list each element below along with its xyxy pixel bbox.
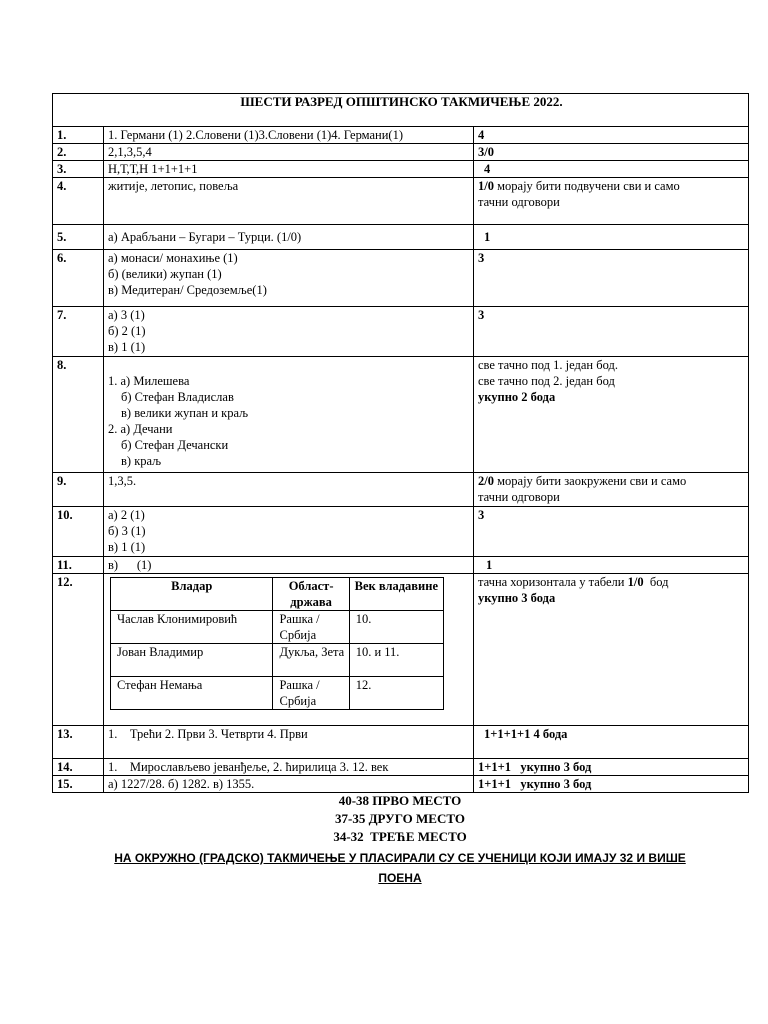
table-row — [53, 178, 749, 225]
answer-key-table — [52, 93, 749, 793]
ruler-table — [110, 577, 444, 710]
answer-line: в) краљ — [121, 454, 162, 468]
points-text: 1+1+1 укупно 3 бод — [478, 777, 592, 791]
ruler-cell: Рашка / Србија — [273, 611, 349, 644]
points-value: 1/0 — [478, 179, 494, 193]
placement-first: 40-38 ПРВО МЕСТО — [338, 793, 462, 808]
question-number: 4. — [53, 178, 104, 225]
ruler-cell: Стефан Немања — [111, 677, 273, 710]
points-total: укупно 2 бода — [478, 390, 556, 404]
table-row — [53, 307, 749, 357]
answer-text: 1. Мирослављево јеванђеље, 2. ћирилица 3. 12. век — [108, 760, 389, 774]
points-value: 1/0 — [627, 575, 644, 589]
ruler-cell: Рашка / Србија — [273, 677, 349, 710]
points-text: 3 — [478, 308, 485, 322]
answer-line: а) 3 (1) — [108, 308, 145, 322]
answer-line: а) монаси/ монахиње (1) — [108, 251, 238, 265]
document — [52, 93, 748, 888]
question-number: 12. — [53, 574, 104, 726]
answer-text: житије, летопис, повеља — [108, 179, 239, 193]
answer-line: б) 2 (1) — [108, 324, 146, 338]
points-total: укупно 3 бода — [478, 591, 556, 605]
question-number: 3. — [53, 161, 104, 178]
answer-line: б) (велики) жупан (1) — [108, 267, 222, 281]
answer-line: а) 2 (1) — [108, 508, 145, 522]
points-text: 1 — [486, 558, 493, 572]
points-note: све тачно под 2. један бод — [478, 374, 615, 388]
table-row — [53, 507, 749, 557]
placement-third: 34-32 ТРЕЋЕ МЕСТО — [333, 829, 467, 844]
table-row — [53, 557, 749, 574]
table-row — [53, 225, 749, 250]
placement-list — [52, 792, 748, 846]
table-row — [53, 250, 749, 307]
points-text: 4 — [478, 128, 485, 142]
table-row — [53, 357, 749, 473]
ruler-cell: Дукља, Зета — [273, 644, 349, 677]
answer-line: 2. а) Дечани — [108, 422, 173, 436]
ruler-cell: Јован Владимир — [111, 644, 273, 677]
points-note: тачни одговори — [478, 195, 560, 209]
answer-line: б) 3 (1) — [108, 524, 146, 538]
page-title: ШЕСТИ РАЗРЕД ОПШТИНСКО ТАКМИЧЕЊЕ 2022. — [53, 94, 749, 127]
points-text: 3 — [478, 251, 485, 265]
points-note: бод — [643, 575, 669, 589]
table-row — [53, 776, 749, 793]
table-row — [53, 726, 749, 759]
ruler-cell: 10. и 11. — [349, 644, 443, 677]
ruler-cell: 12. — [349, 677, 443, 710]
points-text: 1+1+1 укупно 3 бод — [478, 760, 592, 774]
question-number: 14. — [53, 759, 104, 776]
question-number: 13. — [53, 726, 104, 759]
ruler-header: Област-држава — [273, 578, 349, 611]
answer-line: 1. а) Милешева — [108, 374, 190, 388]
table-row — [53, 144, 749, 161]
question-number: 6. — [53, 250, 104, 307]
points-note: тачни одговори — [478, 490, 560, 504]
answer-text: а) 1227/28. б) 1282. в) 1355. — [108, 777, 255, 791]
answer-text: 1. Трећи 2. Први 3. Четврти 4. Први — [108, 727, 308, 741]
qualification-line: ПОЕНА — [378, 871, 422, 885]
question-number: 9. — [53, 473, 104, 507]
points-text: 1+1+1+1 4 бода — [484, 727, 568, 741]
points-text: 4 — [484, 162, 491, 176]
answer-text: 1. Германи (1) 2.Словени (1)3.Словени (1)4. Германи(1) — [108, 128, 403, 142]
points-text: 3 — [478, 508, 485, 522]
question-number: 2. — [53, 144, 104, 161]
question-number: 10. — [53, 507, 104, 557]
points-text: 3/0 — [478, 145, 494, 159]
answer-line: б) Стефан Дечански — [121, 438, 229, 452]
table-row — [53, 127, 749, 144]
ruler-header: Владар — [111, 578, 273, 611]
points-note: морају бити заокружени сви и само — [497, 474, 687, 488]
table-row — [53, 473, 749, 507]
question-number: 11. — [53, 557, 104, 574]
question-number: 7. — [53, 307, 104, 357]
answer-text: а) Арабљани – Бугари – Турци. (1/0) — [108, 230, 302, 244]
answer-text: 2,1,3,5,4 — [108, 145, 152, 159]
answer-line: в) 1 (1) — [108, 340, 146, 354]
answer-line: в) Медитеран/ Средоземље(1) — [108, 283, 267, 297]
placement-second: 37-35 ДРУГО МЕСТО — [335, 811, 465, 826]
table-row — [53, 574, 749, 726]
qualification-line: НА ОКРУЖНО (ГРАДСКО) ТАКМИЧЕЊЕ У ПЛАСИРАЛИ СУ СЕ УЧЕНИЦИ КОЈИ ИМАЈУ 32 И ВИШЕ — [114, 851, 686, 865]
points-text: 1 — [484, 230, 491, 244]
answer-text: 1,3,5. — [108, 474, 137, 488]
points-note: морају бити подвучени сви и само — [497, 179, 680, 193]
answer-line: в) 1 (1) — [108, 540, 146, 554]
points-value: 2/0 — [478, 474, 494, 488]
question-number: 8. — [53, 357, 104, 473]
question-number: 1. — [53, 127, 104, 144]
answer-line: б) Стефан Владислав — [121, 390, 234, 404]
points-note: све тачно под 1. један бод. — [478, 358, 618, 372]
ruler-cell: 10. — [349, 611, 443, 644]
qualification-note — [52, 848, 748, 888]
answer-text: Н,Т,Т,Н 1+1+1+1 — [108, 162, 198, 176]
ruler-cell: Часлав Клонимировић — [111, 611, 273, 644]
table-row — [53, 759, 749, 776]
question-number: 15. — [53, 776, 104, 793]
answer-line: в) велики жупан и краљ — [121, 406, 249, 420]
points-note: тачна хоризонтала у табели — [478, 575, 628, 589]
question-number: 5. — [53, 225, 104, 250]
table-row — [53, 161, 749, 178]
ruler-header: Век владавине — [349, 578, 443, 611]
answer-text: в) (1) — [108, 558, 152, 572]
